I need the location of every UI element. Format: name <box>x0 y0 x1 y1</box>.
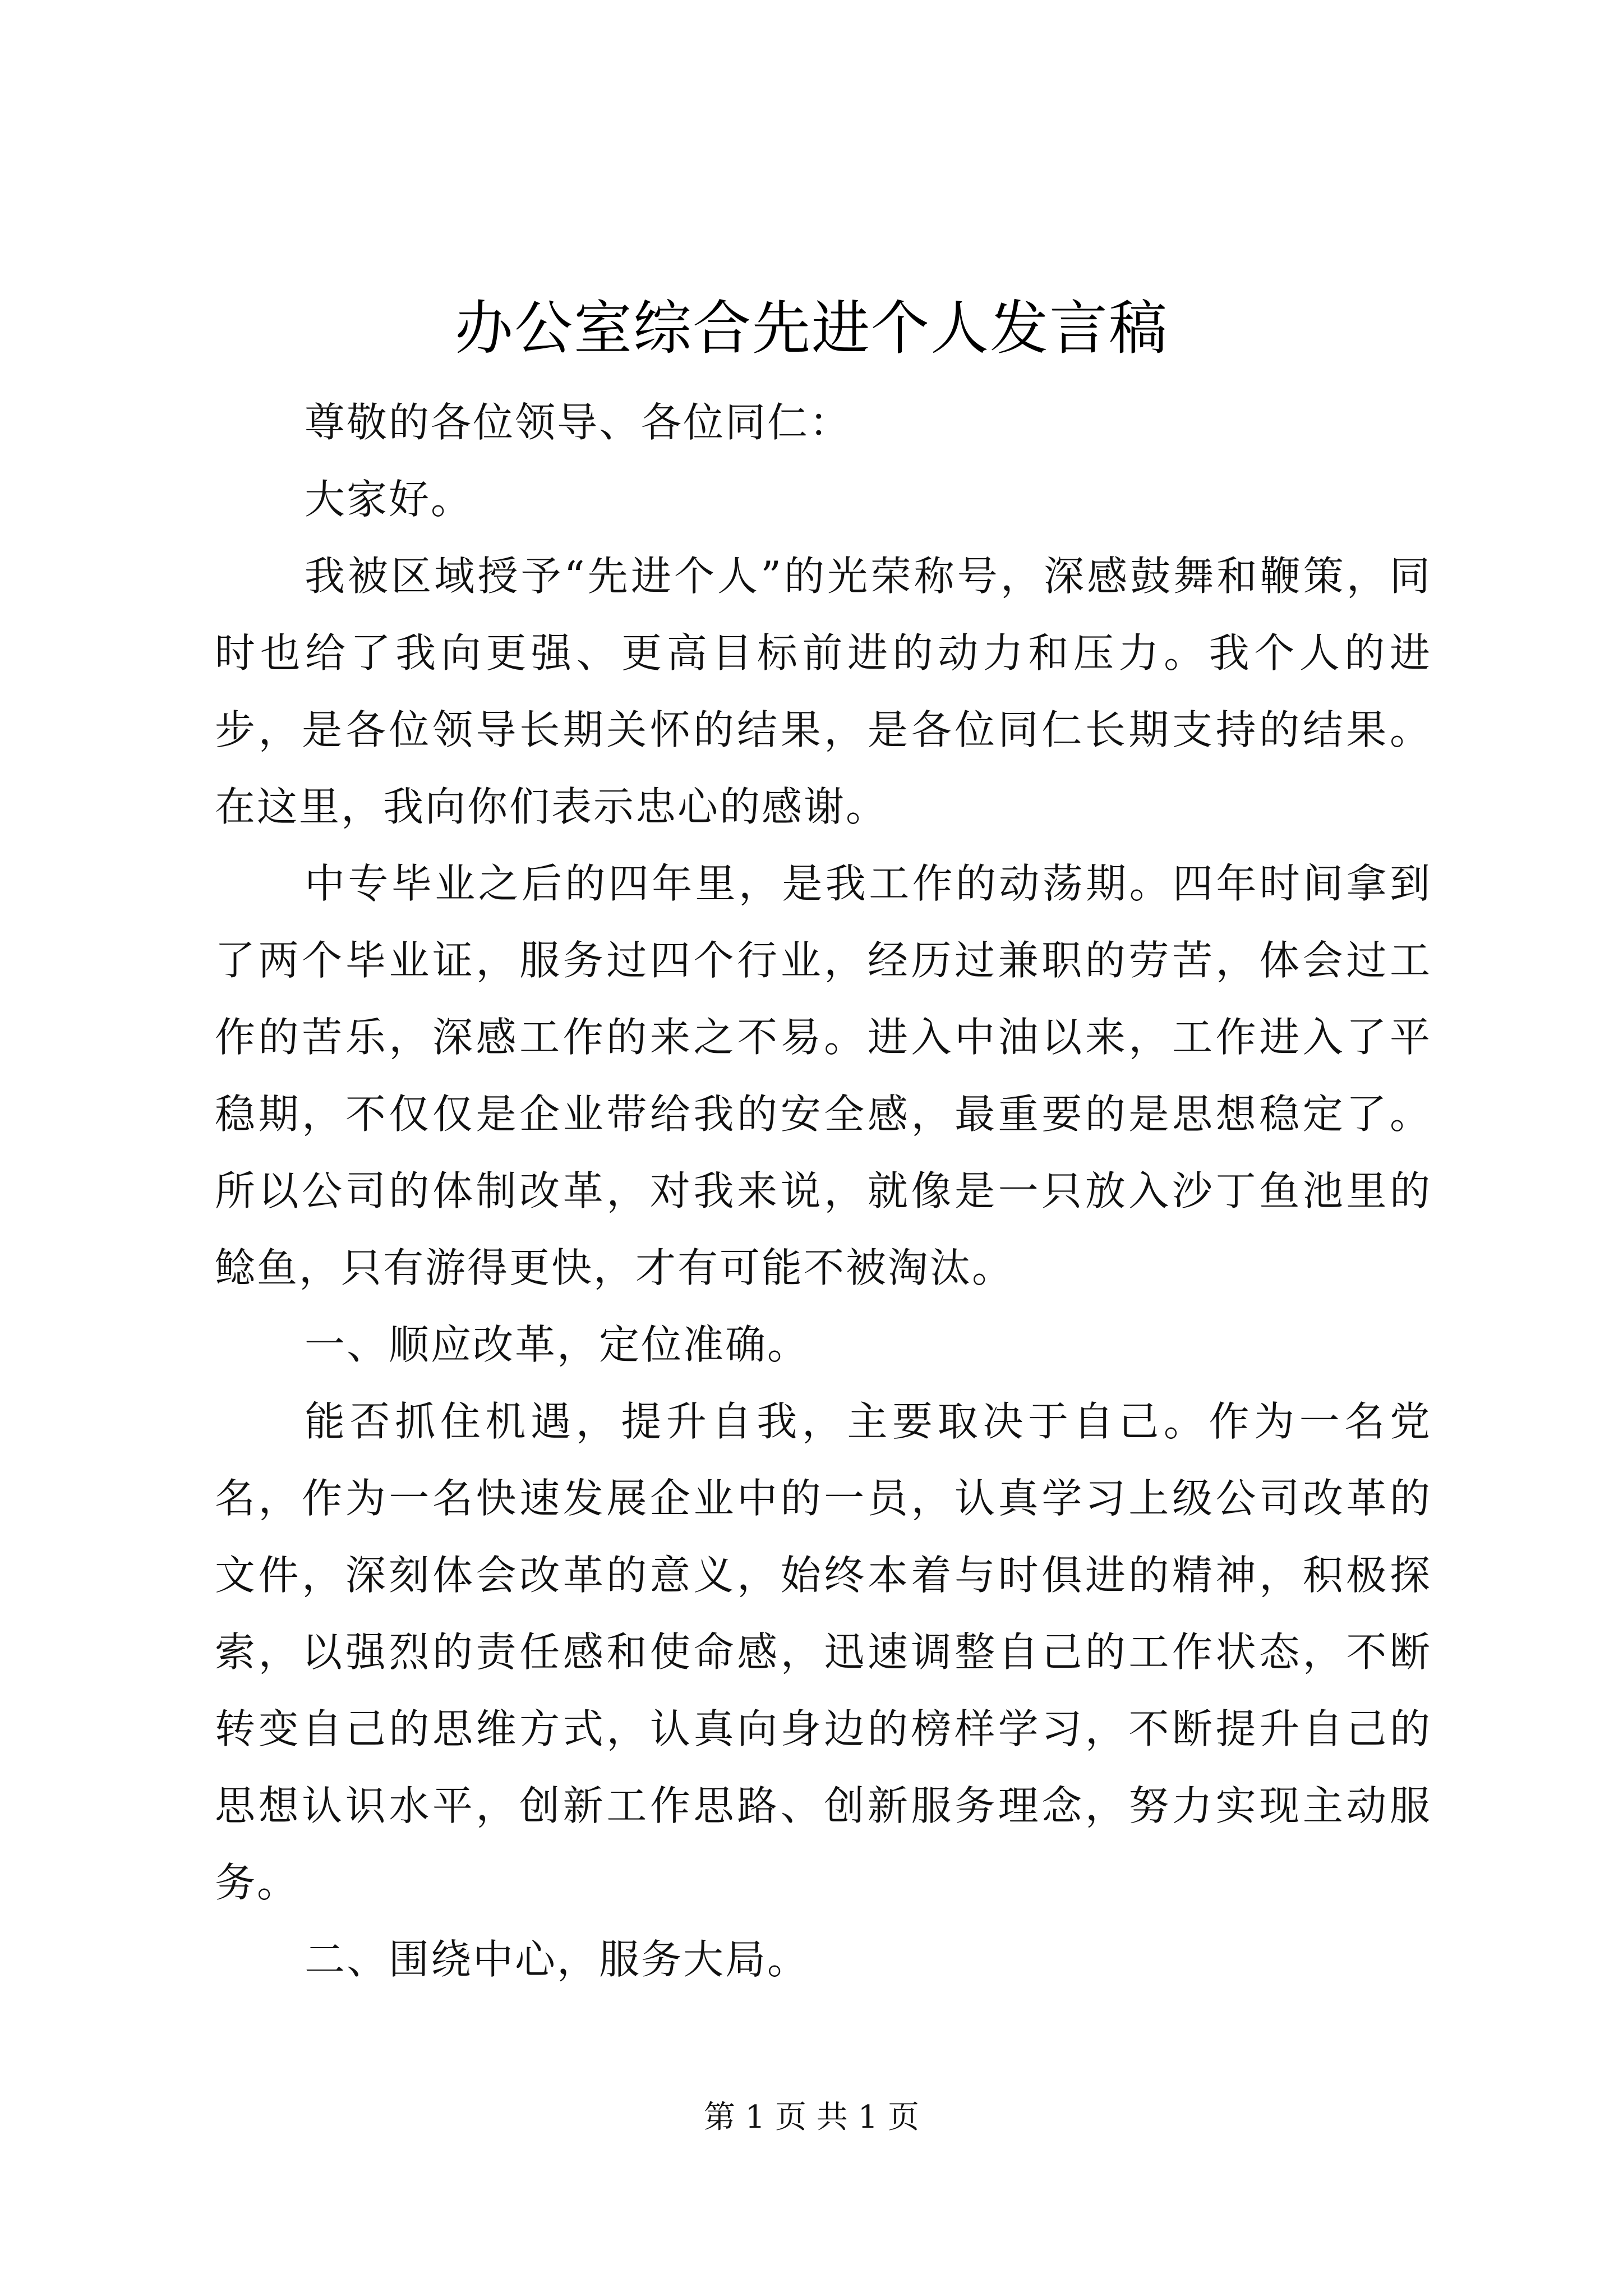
paragraph-honor: 我被区域授予“先进个人”的光荣称号，深感鼓舞和鞭策，同时也给了我向更强、更高目标前进的动力和压力。我个人的进步，是各位领导长期关怀的结果，是各位同仁长期支持的结果。在这里，我向你们表示忠心的感谢。 <box>215 553 1432 830</box>
page-footer: 第 1 页 共 1 页 <box>703 2099 920 2136</box>
paragraph-section-1: 能否抓住机遇，提升自我，主要取决于自己。作为一名党名，作为一名快速发展企业中的一员，认真学习上级公司改革的文件，深刻体会改革的意义，始终本着与时俱进的精神，积极探索，以强烈的责任感和使命感，迅速调整自己的工作状态，不断转变自己的思维方式，认真向身边的榜样学习，不断提升自己的思想认识水平，创新工作思路、创新服务理念，努力实现主动服务。 <box>215 1398 1432 1906</box>
document-body <box>215 384 1432 1998</box>
document-title: 办公室综合先进个人发言稿 <box>454 294 1168 362</box>
paragraph-greeting: 大家好。 <box>305 476 473 523</box>
paragraph-background: 中专毕业之后的四年里，是我工作的动荡期。四年时间拿到了两个毕业证，服务过四个行业，经历过兼职的劳苦，体会过工作的苦乐，深感工作的来之不易。进入中油以来，工作进入了平稳期，不仅仅是企业带给我的安全感，最重要的是思想稳定了。所以公司的体制改革，对我来说，就像是一只放入沙丁鱼池里的鲶鱼，只有游得更快，才有可能不被淘汰。 <box>215 860 1432 1291</box>
paragraph-salutation: 尊敬的各位领导、各位同仁： <box>305 399 852 446</box>
section-heading-2: 二、围绕中心，服务大局。 <box>305 1936 810 1983</box>
section-heading-1: 一、顺应改革，定位准确。 <box>305 1321 810 1368</box>
